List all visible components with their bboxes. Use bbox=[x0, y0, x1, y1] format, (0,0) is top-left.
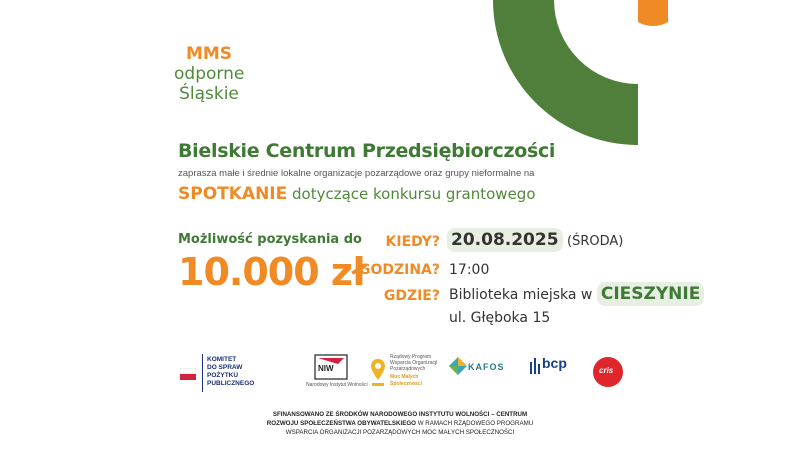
brand-line-2: odporne bbox=[174, 64, 245, 84]
logo-mms bbox=[370, 352, 438, 394]
mms-pin-icon bbox=[370, 358, 386, 388]
mms-caption-5: Społeczności bbox=[390, 381, 422, 387]
weekday-value: (ŚRODA) bbox=[567, 234, 624, 249]
place-value: Biblioteka miejska w bbox=[449, 287, 593, 303]
kafos-mark-icon bbox=[448, 356, 468, 376]
footer-line-2-rest: W RAMACH RZĄDOWEGO PROGRAMU bbox=[415, 420, 534, 427]
komitet-line-4: PUBLICZNEGO bbox=[207, 380, 255, 387]
where-value bbox=[449, 284, 704, 304]
footer-line-1: SFINANSOWANO ZE ŚRODKÓW NARODOWEGO INSTYTUTU WOLNOŚCI – CENTRUM bbox=[272, 411, 528, 418]
funding-footer bbox=[160, 410, 640, 437]
when-label: KIEDY? bbox=[385, 234, 440, 250]
meeting-rest: dotyczące konkursu grantowego bbox=[287, 185, 536, 203]
where-label: GDZIE? bbox=[383, 288, 440, 304]
niw-mark: NIW bbox=[318, 364, 334, 373]
meeting-accent: SPOTKANIE bbox=[178, 184, 288, 204]
organizer-title: Bielskie Centrum Przedsiębiorczości bbox=[178, 140, 556, 162]
ring-green-arc bbox=[493, 0, 638, 145]
komitet-line-1: KOMITET bbox=[207, 356, 237, 363]
kafos-mark: KAFOS bbox=[468, 362, 505, 372]
mms-caption-2: Wsparcia Organizacji bbox=[390, 360, 438, 366]
logo-niw bbox=[306, 352, 368, 394]
logo-komitet bbox=[180, 352, 260, 394]
komitet-divider bbox=[202, 354, 203, 392]
cris-mark: cris bbox=[599, 366, 614, 375]
when-value bbox=[447, 230, 623, 250]
city-value: CIESZYNIE bbox=[597, 282, 704, 306]
date-value: 20.08.2025 bbox=[447, 228, 563, 252]
mms-caption-3: Pozarządowych bbox=[390, 366, 426, 372]
brand-line-1: MMS bbox=[185, 44, 233, 64]
invite-text: zaprasza małe i średnie lokalne organizacje pozarządowe oraz grupy nieformalne na bbox=[178, 168, 535, 179]
address-value: ul. Głęboka 15 bbox=[449, 310, 551, 326]
bcp-bars-icon bbox=[530, 358, 540, 374]
program-brand bbox=[174, 44, 244, 104]
funding-amount: 10.000 zł bbox=[178, 250, 366, 294]
komitet-line-3: POŻYTKU bbox=[207, 372, 239, 379]
logo-cris bbox=[592, 352, 626, 394]
brand-line-3: Śląskie bbox=[179, 84, 239, 104]
meeting-heading bbox=[178, 184, 536, 204]
logo-kafos bbox=[448, 352, 512, 394]
bcp-mark: bcp bbox=[542, 355, 567, 371]
partner-logos bbox=[170, 352, 640, 394]
polish-flag-icon bbox=[180, 368, 196, 380]
time-label: GODZINA? bbox=[358, 262, 440, 278]
niw-caption: Narodowy Instytut Wolności bbox=[306, 382, 368, 388]
time-value: 17:00 bbox=[449, 262, 490, 278]
logo-bcp bbox=[530, 352, 576, 394]
komitet-line-2: DO SPRAW bbox=[207, 364, 243, 371]
mms-caption-4: Moc Małych bbox=[390, 374, 419, 380]
funding-label: Możliwość pozyskania do bbox=[178, 232, 362, 247]
komitet-text bbox=[207, 356, 254, 388]
ring-orange-arc bbox=[638, 0, 668, 26]
footer-line-2-bold: ROZWOJU SPOŁECZEŃSTWA OBYWATELSKIEGO bbox=[266, 420, 416, 427]
mms-caption-1: Rządowy Program bbox=[390, 354, 432, 360]
footer-line-3: WSPARCIA ORGANIZACJI POZARZĄDOWYCH MOC MAŁYCH SPOŁECZNOŚCI bbox=[285, 429, 515, 436]
